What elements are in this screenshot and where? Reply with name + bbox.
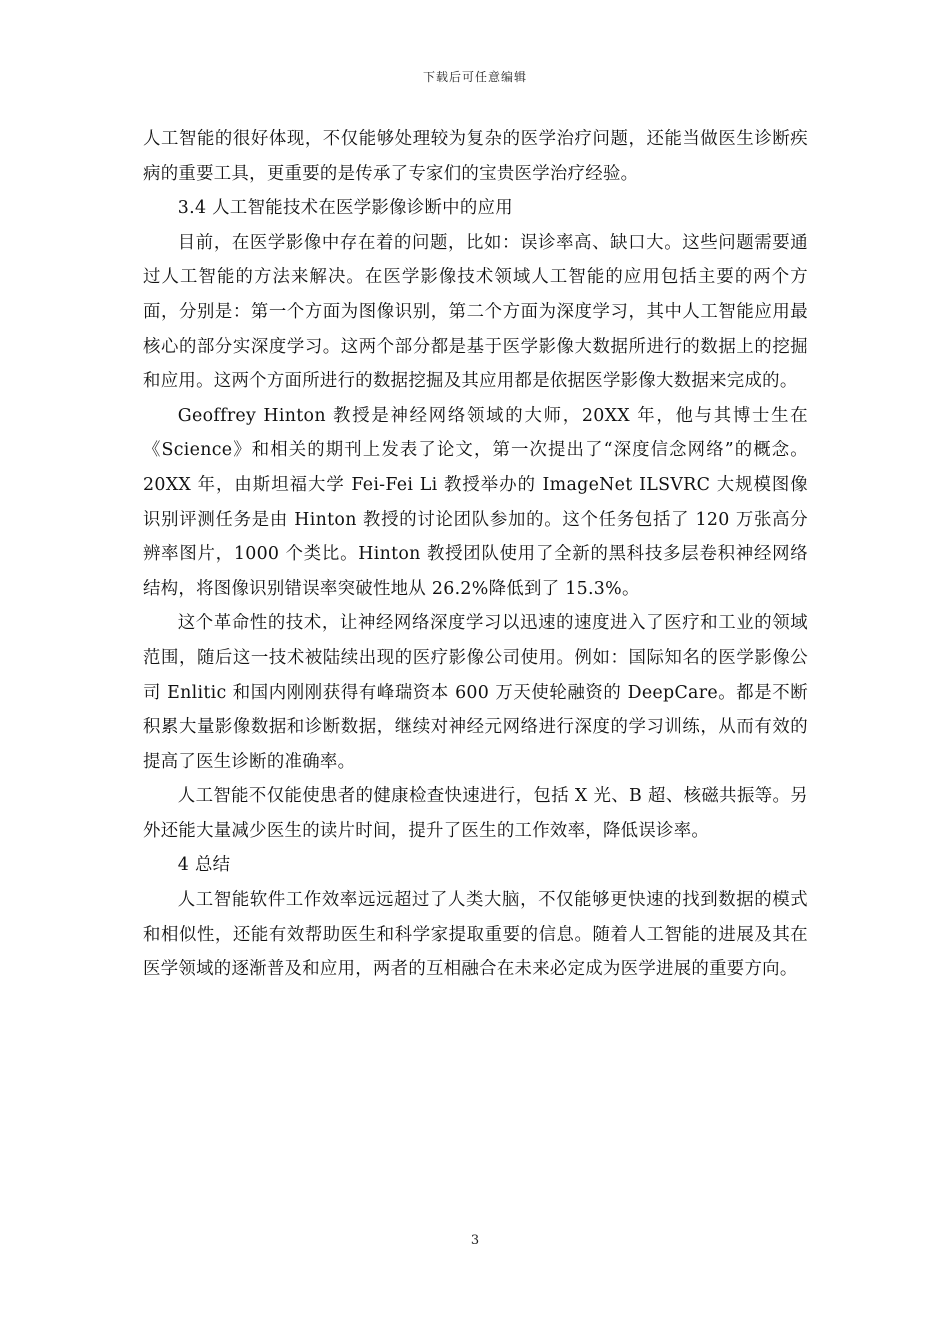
page-number: 3 [470,1233,480,1248]
header-note: 下载后可任意编辑 [422,70,527,84]
section-heading-4: 4 总结 [177,855,231,876]
paragraph-hinton: Geoffrey Hinton 教授是神经网络领域的大师，20XX 年，他与其博士生在《Science》和相关的期刊上发表了论文，第一次提出了“深度信念网络”的概念。20XX 年，由斯坦福大学 Fei-Fei Li 教授举办的 ImageNet ILSVRC 大规模图像识别评测任务是由 Hinton 教授的讨论团队参加的。这个任务包括了 120 万张高分辨率图片，1000 个类比。Hinton 教授团队使用了全新的黑科技多层卷积神经网络结构，将图像识别错误率突破性地从 26.2%降低到了 15.3%。 [143,405,808,599]
paragraph-continuation: 人工智能的很好体现，不仅能够处理较为复杂的医学治疗问题，还能当做医生诊断疾病的重要工具，更重要的是传承了专家们的宝贵医学治疗经验。 [143,129,808,184]
section-heading-3-4: 3.4 人工智能技术在医学影像诊断中的应用 [177,198,513,219]
paragraph-health-check: 人工智能不仅能使患者的健康检查快速进行，包括 X 光、B 超、核磁共振等。另外还能大量减少医生的读片时间，提升了医生的工作效率，降低误诊率。 [143,786,808,841]
paragraph-summary: 人工智能软件工作效率远远超过了人类大脑，不仅能够更快速的找到数据的模式和相似性，还能有效帮助医生和科学家提取重要的信息。随着人工智能的进展及其在医学领域的逐渐普及和应用，两者的互相融合在未来必定成为医学进展的重要方向。 [143,890,808,980]
paragraph-revolutionary-technology: 这个革命性的技术，让神经网络深度学习以迅速的速度进入了医疗和工业的领域范围，随后这一技术被陆续出现的医疗影像公司使用。例如：国际知名的医学影像公司 Enlitic 和国内刚刚获得有峰瑞资本 600 万天使轮融资的 DeepCare。都是不断积累大量影像数据和诊断数据，继续对神经元网络进行深度的学习训练，从而有效的提高了医生诊断的准确率。 [143,613,808,772]
document-body [143,122,808,987]
paragraph-medical-imaging-problems: 目前，在医学影像中存在着的问题，比如：误诊率高、缺口大。这些问题需要通过人工智能的方法来解决。在医学影像技术领域人工智能的应用包括主要的两个方面，分别是：第一个方面为图像识别，第二个方面为深度学习，其中人工智能应用最核心的部分实深度学习。这两个部分都是基于医学影像大数据所进行的数据上的挖掘和应用。这两个方面所进行的数据挖掘及其应用都是依据医学影像大数据来完成的。 [143,232,808,392]
